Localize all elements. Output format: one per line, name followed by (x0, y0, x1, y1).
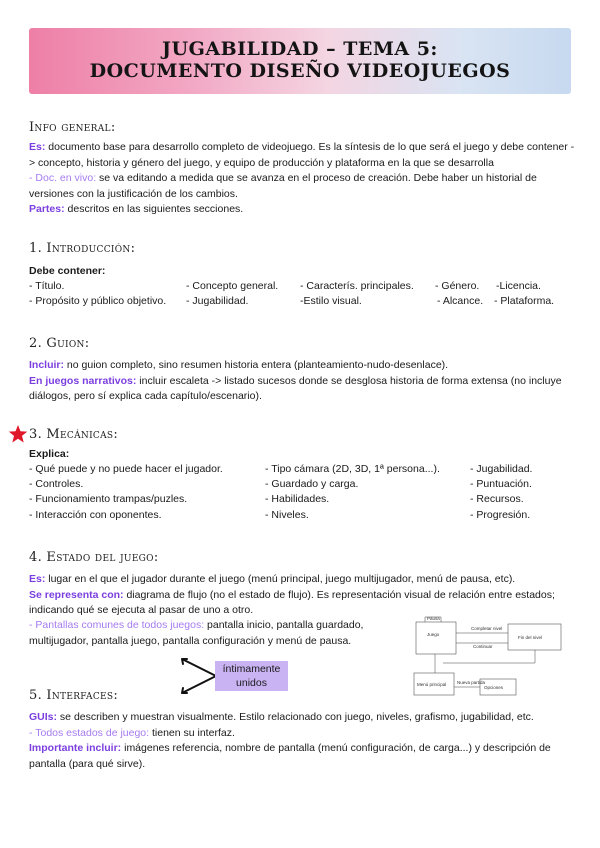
diagram-menu-label: Menú principal (417, 682, 447, 687)
intro-item: - Plataforma. (494, 295, 555, 307)
representa-text: diagrama de flujo (no el estado de flujo). Es representación visual de relación entre estados; indicando qué se ejecuta al pasar de uno a otro. (29, 588, 555, 616)
partes-label: Partes: (29, 203, 65, 215)
page-title (29, 38, 571, 82)
diagram-opciones-label: Opciones (484, 685, 504, 690)
importante-label: Importante incluir: (29, 742, 122, 754)
intro-item: - Jugabilidad. (186, 295, 249, 307)
es-label: Es: (29, 141, 46, 153)
diagram-fin-label: Fin del nivel (518, 635, 543, 640)
doc-text: se va editando a medida que se avanza en el proceso de creación. Debe haber un historial de versiones con la justificación de los cambios. (29, 172, 537, 200)
mecanica-item: - Tipo cámara (2D, 3D, 1ª persona...). (265, 463, 440, 475)
section-heading-intro: 1. Introducción: (29, 241, 136, 256)
importante-text: imágenes referencia, nombre de pantalla (menú configuración, de carga...) y descripción de pantalla (para qué sirve). (29, 742, 551, 770)
diagram-completar-label: Completar nivel (471, 626, 503, 631)
es-text: documento base para desarrollo completo de videojuego. Es la síntesis de lo que será el juego y debe contener -> concepto, historia y género del juego, y equipo de producción y plataforma en la que se desarrolla (29, 141, 575, 169)
mecanica-item: - Habilidades. (265, 493, 330, 505)
diagram-juego-label: Juego (427, 632, 440, 637)
mecanica-item: - Guardado y carga. (265, 478, 359, 490)
mecanica-item: - Funcionamiento trampas/puzles. (29, 493, 188, 505)
intro-item: - Propósito y público objetivo. (29, 295, 167, 307)
doc-label: - Doc. en vivo: (29, 172, 97, 184)
estado-paragraph-2 (29, 618, 399, 649)
estado-paragraph-1 (29, 572, 577, 619)
narrativos-text: incluir escaleta -> listado sucesos donde se desglosa historia de forma extensa (no incluye diálogos, pero sí explica cada capítulo/escenario). (29, 374, 562, 402)
representa-label: Se representa con: (29, 588, 124, 601)
intro-item: - Título. (29, 280, 65, 292)
mecanica-item: - Interacción con oponentes. (29, 509, 162, 521)
mecanica-item: - Recursos. (470, 493, 524, 505)
section-heading-interfaces: 5. Interfaces: (29, 688, 119, 703)
mecanica-item: - Controles. (29, 478, 84, 490)
pantallas-label: - Pantallas comunes de todos juegos: (29, 619, 205, 631)
star-icon (8, 424, 28, 444)
diagram-pausa-label: Pausa (427, 616, 440, 621)
diagram-nueva-label: Nueva partida (457, 680, 486, 685)
guion-paragraph (29, 358, 577, 405)
guis-text: se describen y muestran visualmente. Estilo relacionado con juego, niveles, grafismo, jugabilidad, etc. (57, 711, 534, 723)
incluir-label: Incluir: (29, 359, 65, 371)
title-line-1: JUGABILIDAD – TEMA 5: (162, 38, 438, 60)
todos-label: - Todos estados de juego: (29, 726, 150, 739)
pantallas-text: pantalla inicio, pantalla guardado, multijugador, pantalla juego, pantalla configuración y menú de pausa. (29, 619, 364, 647)
intro-item: - Caracterís. principales. (300, 280, 414, 292)
title-line-2: DOCUMENTO DISEÑO VIDEOJUEGOS (89, 60, 511, 82)
info-paragraph (29, 140, 577, 218)
mecanicas-label: Explica: (29, 448, 70, 460)
narrativos-label: En juegos narrativos: (29, 374, 137, 387)
mecanica-item: - Progresión. (470, 509, 531, 521)
intro-item: - Concepto general. (186, 280, 279, 292)
diagram-continuar-label: Continuar (473, 644, 493, 649)
callout-note: íntimamente unidos (215, 661, 288, 691)
incluir-text: no guion completo, sino resumen historia entera (planteamiento-nudo-desenlace). (64, 359, 449, 371)
mecanica-item: - Niveles. (265, 509, 309, 521)
section-heading-estado: 4. Estado del juego: (29, 550, 159, 565)
mecanica-item: - Qué puede y no puede hacer el jugador. (29, 463, 223, 475)
mecanica-item: - Puntuación. (470, 478, 532, 490)
intro-label: Debe contener: (29, 265, 106, 277)
guis-label: GUIs: (29, 711, 58, 723)
interfaces-paragraph (29, 710, 577, 772)
section-heading-guion: 2. Guion: (29, 336, 90, 351)
section-heading-info: Info general: (29, 120, 116, 135)
intro-item: -Licencia. (496, 280, 541, 292)
partes-text: descritos en las siguientes secciones. (64, 203, 244, 215)
intro-item: - Alcance. (437, 295, 484, 307)
estado-es-text: lugar en el que el jugador durante el juego (menú principal, juego multijugador, menú de pausa, etc). (45, 573, 516, 585)
mecanica-item: - Jugabilidad. (470, 463, 533, 475)
intro-item: - Género. (435, 280, 480, 292)
intro-item: -Estilo visual. (300, 295, 362, 307)
arrow-icon (178, 655, 220, 697)
estado-es-label: Es: (29, 573, 46, 585)
flow-diagram (413, 615, 571, 700)
todos-text: tienen su interfaz. (149, 726, 235, 739)
section-heading-mecanicas: 3. Mecánicas: (29, 427, 119, 442)
